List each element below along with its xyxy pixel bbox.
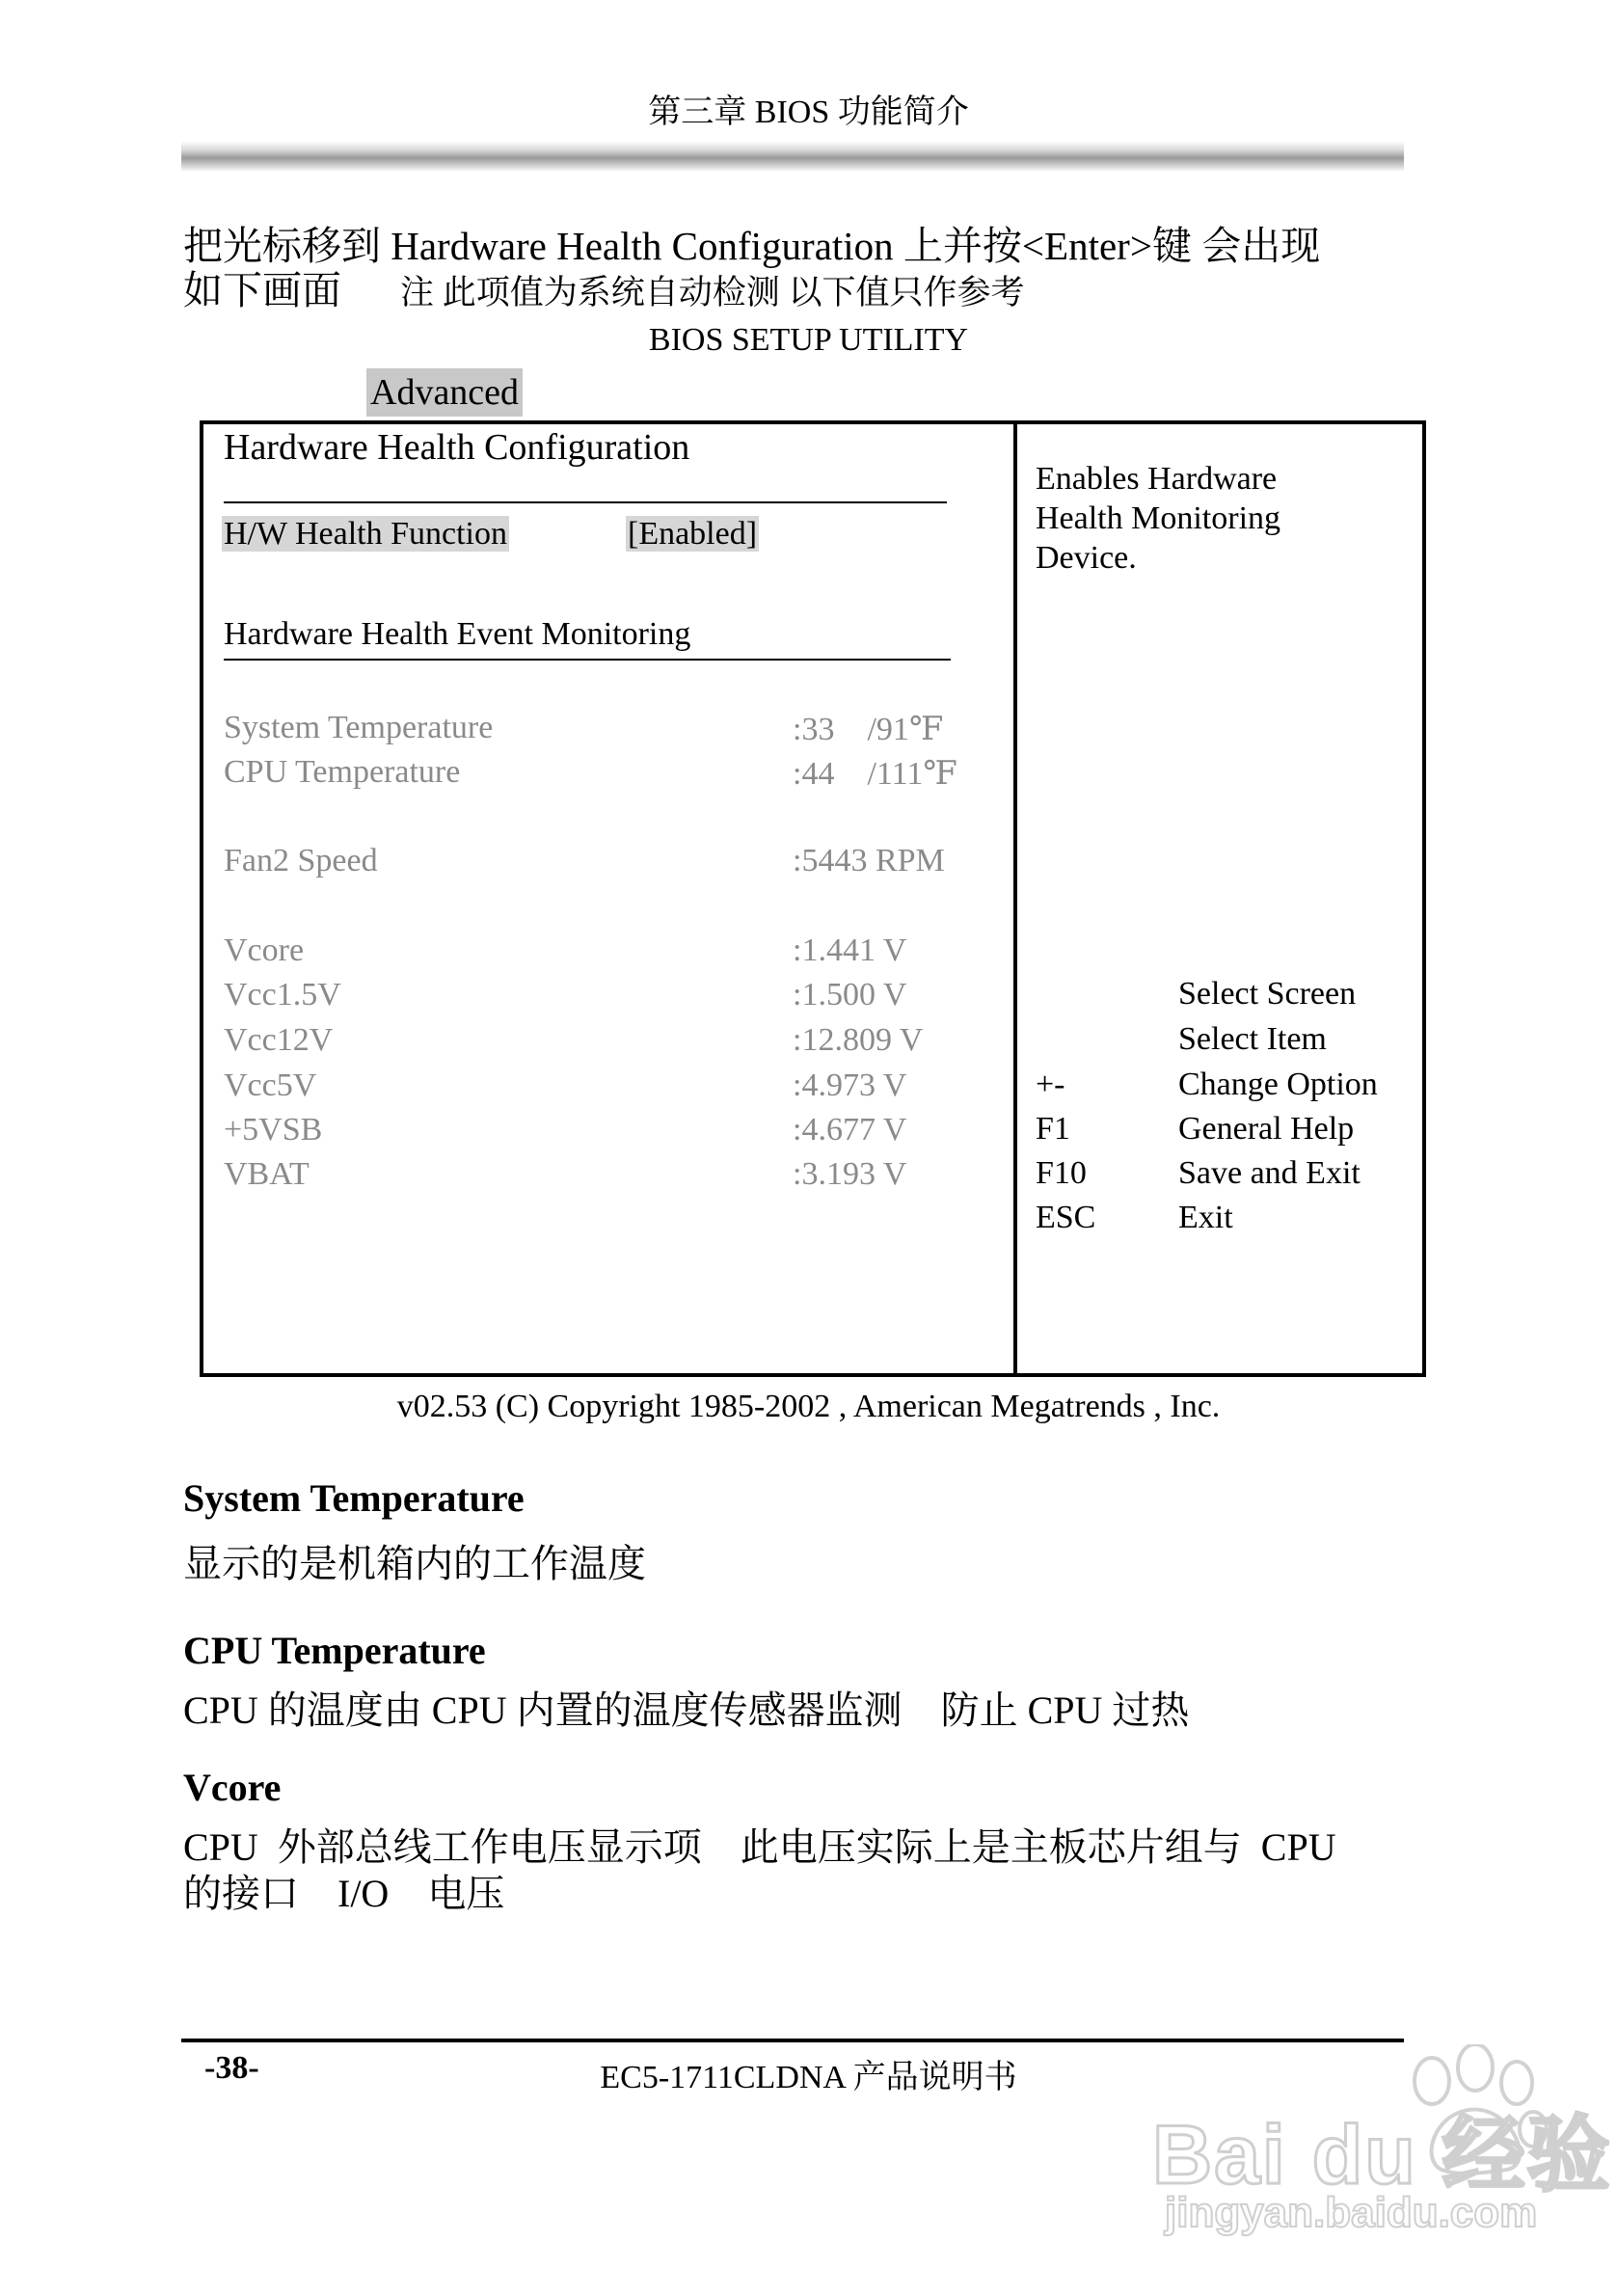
reading-value: :4.973 V	[793, 1067, 907, 1103]
reading-label: System Temperature	[224, 710, 494, 745]
reading-label: Vcore	[224, 932, 305, 968]
bios-panel-divider	[1013, 420, 1017, 1377]
reading-value: :1.500 V	[793, 977, 907, 1013]
reading-label: Vcc1.5V	[224, 977, 341, 1013]
reading-label: +5VSB	[224, 1112, 323, 1148]
reading-value: :12.809 V	[793, 1022, 924, 1058]
section-heading: System Temperature	[183, 1476, 525, 1520]
section-body: CPU 外部总线工作电压显示项 此电压实际上是主板芯片组与 CPU	[183, 1825, 1336, 1869]
key-hint-action: Change Option	[1178, 1067, 1378, 1102]
bios-frame	[200, 420, 1426, 1377]
monitoring-title-underline	[224, 659, 951, 661]
tab-advanced[interactable]: Advanced	[366, 368, 523, 417]
section-body: 的接口 I/O 电压	[183, 1872, 505, 1915]
page-number: -38-	[204, 2050, 259, 2086]
section-heading: CPU Temperature	[183, 1629, 486, 1672]
bios-copyright: v02.53 (C) Copyright 1985-2002 , American Megatrends , Inc.	[396, 1389, 1221, 1424]
reading-label: Vcc5V	[224, 1067, 317, 1103]
header-rule	[181, 141, 1404, 172]
hw-health-function-label[interactable]: H/W Health Function	[224, 516, 507, 552]
reading-label: Vcc12V	[224, 1022, 334, 1058]
bios-utility-title: BIOS SETUP UTILITY	[648, 322, 969, 358]
key-hint-key: ESC	[1036, 1200, 1096, 1235]
reading-value: :33 /91℉	[793, 712, 944, 747]
section-heading: Vcore	[183, 1766, 282, 1809]
key-hint-key: F1	[1036, 1111, 1070, 1147]
manual-title: EC5-1711CLDNA 产品说明书	[600, 2060, 1017, 2095]
reading-value: :1.441 V	[793, 932, 907, 968]
chapter-title: 第三章 BIOS 功能简介	[648, 95, 969, 130]
section-title: Hardware Health Configuration	[224, 427, 690, 468]
key-hint-action: Save and Exit	[1178, 1155, 1361, 1191]
watermark-url: jingyan.baidu.com	[1165, 2189, 1538, 2236]
watermark-brand: Bai du 经验	[1152, 2109, 1612, 2201]
reading-value: :3.193 V	[793, 1156, 907, 1192]
section-body: 显示的是机箱内的工作温度	[183, 1542, 646, 1585]
section-title-underline	[224, 501, 947, 503]
key-hint-key: F10	[1036, 1155, 1087, 1191]
help-text-line: Enables Hardware	[1036, 461, 1278, 497]
intro-note: 注 此项值为系统自动检测 以下值只作参考	[400, 274, 1025, 311]
footer-rule	[181, 2039, 1404, 2042]
key-hint-action: Exit	[1178, 1200, 1233, 1235]
key-hint-key: +-	[1036, 1067, 1065, 1102]
key-hint-action: General Help	[1178, 1111, 1355, 1147]
intro-line-2: 如下画面	[183, 268, 341, 312]
key-hint-action: Select Screen	[1178, 976, 1357, 1012]
help-text-line: Device.	[1036, 540, 1137, 576]
key-hint-action: Select Item	[1178, 1021, 1327, 1057]
reading-label: Fan2 Speed	[224, 843, 378, 878]
section-body: CPU 的温度由 CPU 内置的温度传感器监测 防止 CPU 过热	[183, 1688, 1190, 1732]
reading-label: CPU Temperature	[224, 754, 461, 790]
reading-label: VBAT	[224, 1156, 310, 1192]
reading-value: :5443 RPM	[793, 843, 945, 878]
intro-line-1: 把光标移到 Hardware Health Configuration 上并按<Enter>键 会出现	[183, 224, 1321, 268]
reading-value: :4.677 V	[793, 1112, 907, 1148]
help-text-line: Health Monitoring	[1036, 500, 1281, 536]
monitoring-title: Hardware Health Event Monitoring	[224, 616, 691, 652]
reading-value: :44 /111℉	[793, 756, 957, 792]
hw-health-function-value[interactable]: [Enabled]	[628, 516, 758, 552]
